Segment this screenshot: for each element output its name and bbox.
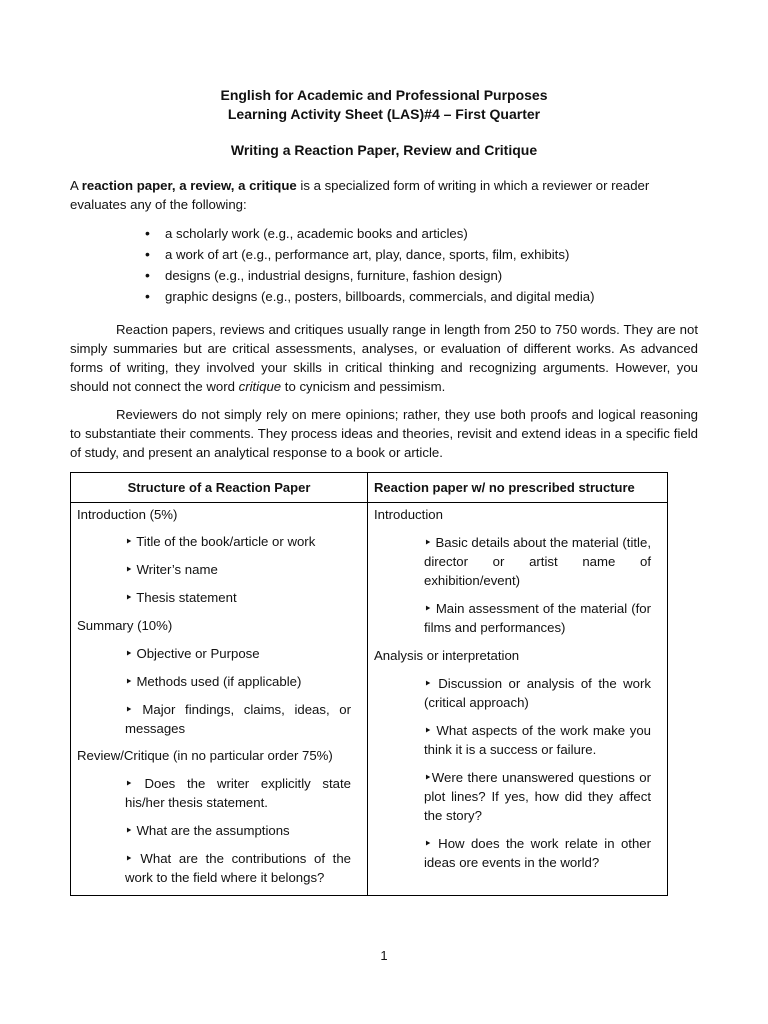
list-item: ‣ Major findings, claims, ideas, or messages [125, 702, 351, 736]
section-analysis: Analysis or interpretation [374, 648, 520, 663]
table-header-right: Reaction paper w/ no prescribed structure [368, 473, 668, 503]
list-item: ‣ What are the assumptions [125, 823, 290, 838]
doc-title-line2: Learning Activity Sheet (LAS)#4 – First Quarter [227, 106, 541, 122]
section-introduction: Introduction [374, 507, 443, 522]
list-item: • a work of art (e.g., performance art, play, dance, sports, film, exhibits) [165, 244, 698, 265]
list-item: ‣ How does the work relate in other ideas ore events in the world? [424, 836, 651, 870]
doc-title-line1: English for Academic and Professional Purposes [220, 87, 548, 103]
section-review: Review/Critique (in no particular order 75%) [77, 748, 333, 763]
list-item: ‣ Title of the book/article or work [125, 534, 316, 549]
doc-subtitle: Writing a Reaction Paper, Review and Critique [230, 142, 538, 158]
table-header-left: Structure of a Reaction Paper [71, 473, 368, 503]
table-cell-right [368, 503, 668, 896]
page-number: 1 [380, 948, 388, 963]
intro-bold-terms: reaction paper, a review, a critique [81, 178, 297, 193]
section-introduction: Introduction (5%) [77, 507, 178, 522]
list-item: ‣ Basic details about the material (title, director or artist name of exhibition/event) [424, 535, 651, 588]
list-item: ‣ Writer’s name [125, 562, 218, 577]
list-item: ‣ Main assessment of the material (for films and performances) [424, 601, 651, 635]
list-item: ‣ Does the writer explicitly state his/her thesis statement. [125, 776, 351, 810]
section-summary: Summary (10%) [77, 618, 173, 633]
list-item: • graphic designs (e.g., posters, billboards, commercials, and digital media) [165, 286, 698, 307]
document-page [70, 86, 698, 896]
list-item: ‣Were there unanswered questions or plot lines? If yes, how did they affect the story? [424, 770, 651, 823]
paragraph-reviewers: Reviewers do not simply rely on mere opinions; rather, they use both proofs and logical reasoning to substantiate their comments. They process ideas and theories, revisit and extend ideas in a specific field of study, and present an analytical response to a book or article. [70, 407, 698, 460]
list-item: ‣ Objective or Purpose [125, 646, 260, 661]
structure-table [70, 472, 668, 896]
evaluated-works-list [70, 223, 698, 307]
list-item: ‣ Discussion or analysis of the work (critical approach) [424, 676, 651, 710]
table-cell-left [71, 503, 368, 896]
paragraph-length: Reaction papers, reviews and critiques usually range in length from 250 to 750 words. They are not simply summaries but are critical assessments, analyses, or evaluation of different works. As advanced forms of writing, they involved your skills in critical thinking and recognizing arguments. However, you should not connect the word critique to cynicism and pessimism. [70, 322, 698, 394]
list-item: ‣ Methods used (if applicable) [125, 674, 302, 689]
list-item: • a scholarly work (e.g., academic books and articles) [165, 223, 698, 244]
list-item: ‣ What are the contributions of the work to the field where it belongs? [125, 851, 351, 885]
list-item: • designs (e.g., industrial designs, furniture, fashion design) [165, 265, 698, 286]
italic-critique: critique [238, 379, 282, 394]
list-item: ‣ Thesis statement [125, 590, 237, 605]
intro-paragraph: A reaction paper, a review, a critique is a specialized form of writing in which a reviewer or reader evaluates any of the following: [70, 178, 650, 212]
list-item: ‣ What aspects of the work make you think it is a success or failure. [424, 723, 651, 757]
